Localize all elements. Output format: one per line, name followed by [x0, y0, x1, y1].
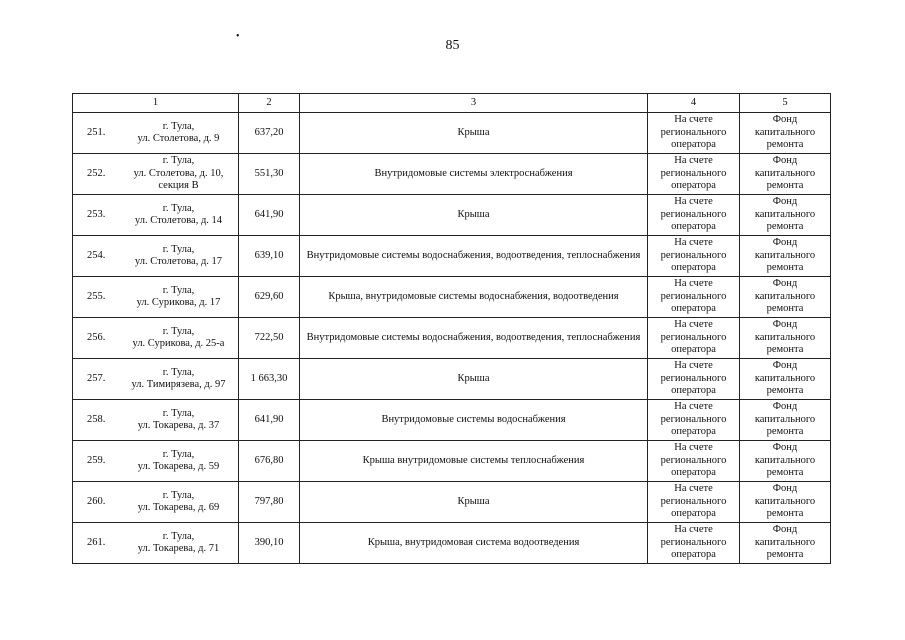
fund-line: Фонд	[772, 360, 798, 372]
account-owner-line: оператора	[671, 508, 716, 520]
fund-line: ремонта	[766, 385, 804, 397]
account-owner-cell	[648, 318, 740, 359]
fund-line: Фонд	[772, 237, 798, 249]
page-number: 85	[445, 38, 460, 53]
table-row	[73, 359, 831, 400]
account-owner-line: оператора	[671, 549, 716, 561]
account-owner-cell	[648, 359, 740, 400]
address-cell	[73, 154, 239, 195]
account-owner-line: оператора	[671, 262, 716, 274]
address-line: г. Тула,	[162, 366, 195, 378]
address-line: ул. Сурикова, д. 17	[136, 297, 221, 308]
account-owner-line: оператора	[671, 139, 716, 151]
fund-cell	[740, 318, 831, 359]
address-line: г. Тула,	[162, 325, 195, 337]
address-line: г. Тула,	[162, 284, 195, 296]
account-owner-cell	[648, 400, 740, 441]
works-cell: Крыша, внутридомовая система водоотведения	[300, 523, 648, 564]
row-number: 261.	[87, 536, 106, 548]
address-text	[119, 285, 238, 310]
area-cell: 641,90	[239, 195, 300, 236]
account-owner-line: регионального	[660, 536, 727, 548]
fund-line: капитального	[754, 413, 816, 425]
fund-line: капитального	[754, 126, 816, 138]
account-owner-line: оператора	[671, 221, 716, 233]
area-cell: 639,10	[239, 236, 300, 277]
address-cell	[73, 482, 239, 523]
address-cell	[73, 359, 239, 400]
area-cell: 676,80	[239, 441, 300, 482]
address-line: ул. Токарева, д. 59	[137, 461, 220, 472]
address-line: г. Тула,	[162, 120, 195, 132]
account-owner-line: регионального	[660, 126, 727, 138]
works-cell: Крыша внутридомовые системы теплоснабжения	[300, 441, 648, 482]
column-header: 2	[239, 94, 300, 113]
address-cell	[73, 523, 239, 564]
address-cell	[73, 195, 239, 236]
address-line: г. Тула,	[162, 202, 195, 214]
works-cell: Внутридомовые системы водоснабжения	[300, 400, 648, 441]
account-owner-line: На счете	[674, 442, 713, 454]
account-owner-line: На счете	[674, 524, 713, 536]
account-owner-cell	[648, 154, 740, 195]
address-cell	[73, 236, 239, 277]
address-line: ул. Столетова, д. 17	[134, 256, 223, 267]
table-row	[73, 482, 831, 523]
works-cell: Внутридомовые системы электроснабжения	[300, 154, 648, 195]
address-line: ул. Токарева, д. 71	[137, 543, 220, 554]
fund-line: ремонта	[766, 549, 804, 561]
address-line: ул. Столетова, д. 14	[134, 215, 223, 226]
fund-line: ремонта	[766, 344, 804, 356]
fund-line: Фонд	[772, 442, 798, 454]
address-cell	[73, 277, 239, 318]
fund-line: Фонд	[772, 524, 798, 536]
works-cell: Крыша	[300, 195, 648, 236]
table-row	[73, 277, 831, 318]
fund-line: Фонд	[772, 278, 798, 290]
account-owner-line: оператора	[671, 467, 716, 479]
address-cell	[73, 113, 239, 154]
table-row	[73, 400, 831, 441]
address-line: ул. Сурикова, д. 25-а	[132, 338, 225, 349]
account-owner-line: регионального	[660, 249, 727, 261]
area-cell: 390,10	[239, 523, 300, 564]
fund-line: капитального	[754, 167, 816, 179]
area-cell: 637,20	[239, 113, 300, 154]
table-row	[73, 523, 831, 564]
account-owner-line: регионального	[660, 167, 727, 179]
fund-line: Фонд	[772, 196, 798, 208]
row-number: 258.	[87, 413, 106, 425]
address-line: ул. Токарева, д. 69	[137, 502, 220, 513]
account-owner-cell	[648, 441, 740, 482]
works-cell: Внутридомовые системы водоснабжения, водоотведения, теплоснабжения	[300, 236, 648, 277]
address-cell	[73, 441, 239, 482]
fund-cell	[740, 154, 831, 195]
account-owner-line: регионального	[660, 290, 727, 302]
stray-mark: •	[236, 31, 240, 42]
table-row	[73, 154, 831, 195]
fund-line: ремонта	[766, 139, 804, 151]
account-owner-line: На счете	[674, 278, 713, 290]
fund-line: ремонта	[766, 426, 804, 438]
address-text	[119, 203, 238, 228]
row-number: 256.	[87, 331, 106, 343]
row-number: 251.	[87, 126, 106, 138]
address-line: г. Тула,	[162, 489, 195, 501]
account-owner-line: регионального	[660, 372, 727, 384]
account-owner-line: На счете	[674, 360, 713, 372]
fund-cell	[740, 277, 831, 318]
address-text	[119, 531, 238, 556]
account-owner-cell	[648, 482, 740, 523]
row-number: 254.	[87, 249, 106, 261]
column-header: 4	[648, 94, 740, 113]
fund-line: Фонд	[772, 483, 798, 495]
account-owner-line: На счете	[674, 155, 713, 167]
works-cell: Крыша	[300, 113, 648, 154]
table-header-row	[73, 94, 831, 113]
account-owner-cell	[648, 523, 740, 564]
account-owner-line: На счете	[674, 237, 713, 249]
fund-cell	[740, 482, 831, 523]
fund-cell	[740, 113, 831, 154]
account-owner-cell	[648, 195, 740, 236]
row-number: 260.	[87, 495, 106, 507]
account-owner-line: На счете	[674, 196, 713, 208]
row-number: 253.	[87, 208, 106, 220]
account-owner-cell	[648, 113, 740, 154]
address-line: г. Тула,	[162, 407, 195, 419]
area-cell: 641,90	[239, 400, 300, 441]
row-number: 259.	[87, 454, 106, 466]
fund-line: ремонта	[766, 221, 804, 233]
address-line: ул. Столетова, д. 10,	[133, 167, 224, 179]
account-owner-line: регионального	[660, 331, 727, 343]
fund-line: капитального	[754, 372, 816, 384]
address-text	[119, 408, 238, 433]
row-number: 255.	[87, 290, 106, 302]
address-text	[119, 449, 238, 474]
fund-line: ремонта	[766, 262, 804, 274]
fund-line: капитального	[754, 495, 816, 507]
fund-cell	[740, 236, 831, 277]
address-line: г. Тула,	[162, 448, 195, 460]
fund-line: капитального	[754, 208, 816, 220]
fund-line: ремонта	[766, 508, 804, 520]
fund-line: капитального	[754, 536, 816, 548]
account-owner-line: оператора	[671, 180, 716, 192]
area-cell: 797,80	[239, 482, 300, 523]
table-row	[73, 318, 831, 359]
account-owner-line: регионального	[660, 495, 727, 507]
fund-line: Фонд	[772, 114, 798, 126]
address-text	[119, 490, 238, 515]
address-line: г. Тула,	[162, 530, 195, 542]
table-row	[73, 195, 831, 236]
account-owner-line: регионального	[660, 413, 727, 425]
fund-line: капитального	[754, 249, 816, 261]
address-line: секция В	[158, 180, 199, 192]
account-owner-line: оператора	[671, 426, 716, 438]
table-row	[73, 113, 831, 154]
address-line: ул. Токарева, д. 37	[137, 420, 220, 431]
address-text	[119, 326, 238, 351]
column-header: 3	[300, 94, 648, 113]
fund-cell	[740, 195, 831, 236]
fund-cell	[740, 441, 831, 482]
address-cell	[73, 318, 239, 359]
address-cell	[73, 400, 239, 441]
table-row	[73, 236, 831, 277]
account-owner-line: На счете	[674, 401, 713, 413]
table-row	[73, 441, 831, 482]
area-cell: 1 663,30	[239, 359, 300, 400]
works-cell: Крыша, внутридомовые системы водоснабжения, водоотведения	[300, 277, 648, 318]
account-owner-line: регионального	[660, 454, 727, 466]
row-number: 252.	[87, 167, 106, 179]
address-line: г. Тула,	[162, 243, 195, 255]
fund-line: капитального	[754, 454, 816, 466]
account-owner-line: На счете	[674, 114, 713, 126]
works-cell: Крыша	[300, 359, 648, 400]
row-number: 257.	[87, 372, 106, 384]
column-header: 1	[73, 94, 239, 113]
fund-line: Фонд	[772, 155, 798, 167]
account-owner-line: На счете	[674, 483, 713, 495]
fund-cell	[740, 359, 831, 400]
fund-line: капитального	[754, 290, 816, 302]
area-cell: 722,50	[239, 318, 300, 359]
fund-cell	[740, 523, 831, 564]
account-owner-cell	[648, 236, 740, 277]
account-owner-line: регионального	[660, 208, 727, 220]
works-cell: Внутридомовые системы водоснабжения, водоотведения, теплоснабжения	[300, 318, 648, 359]
area-cell: 629,60	[239, 277, 300, 318]
address-line: г. Тула,	[162, 155, 195, 167]
address-text	[119, 155, 238, 193]
address-text	[119, 244, 238, 269]
address-text	[119, 121, 238, 146]
fund-line: ремонта	[766, 467, 804, 479]
address-line: ул. Столетова, д. 9	[137, 133, 220, 144]
works-cell: Крыша	[300, 482, 648, 523]
fund-line: Фонд	[772, 401, 798, 413]
account-owner-line: оператора	[671, 303, 716, 315]
column-header: 5	[740, 94, 831, 113]
fund-line: ремонта	[766, 303, 804, 315]
account-owner-line: оператора	[671, 344, 716, 356]
register-table	[72, 93, 831, 564]
fund-line: ремонта	[766, 180, 804, 192]
fund-line: капитального	[754, 331, 816, 343]
account-owner-line: оператора	[671, 385, 716, 397]
area-cell: 551,30	[239, 154, 300, 195]
address-text	[119, 367, 238, 392]
address-line: ул. Тимирязева, д. 97	[131, 379, 226, 390]
fund-cell	[740, 400, 831, 441]
fund-line: Фонд	[772, 319, 798, 331]
account-owner-cell	[648, 277, 740, 318]
account-owner-line: На счете	[674, 319, 713, 331]
